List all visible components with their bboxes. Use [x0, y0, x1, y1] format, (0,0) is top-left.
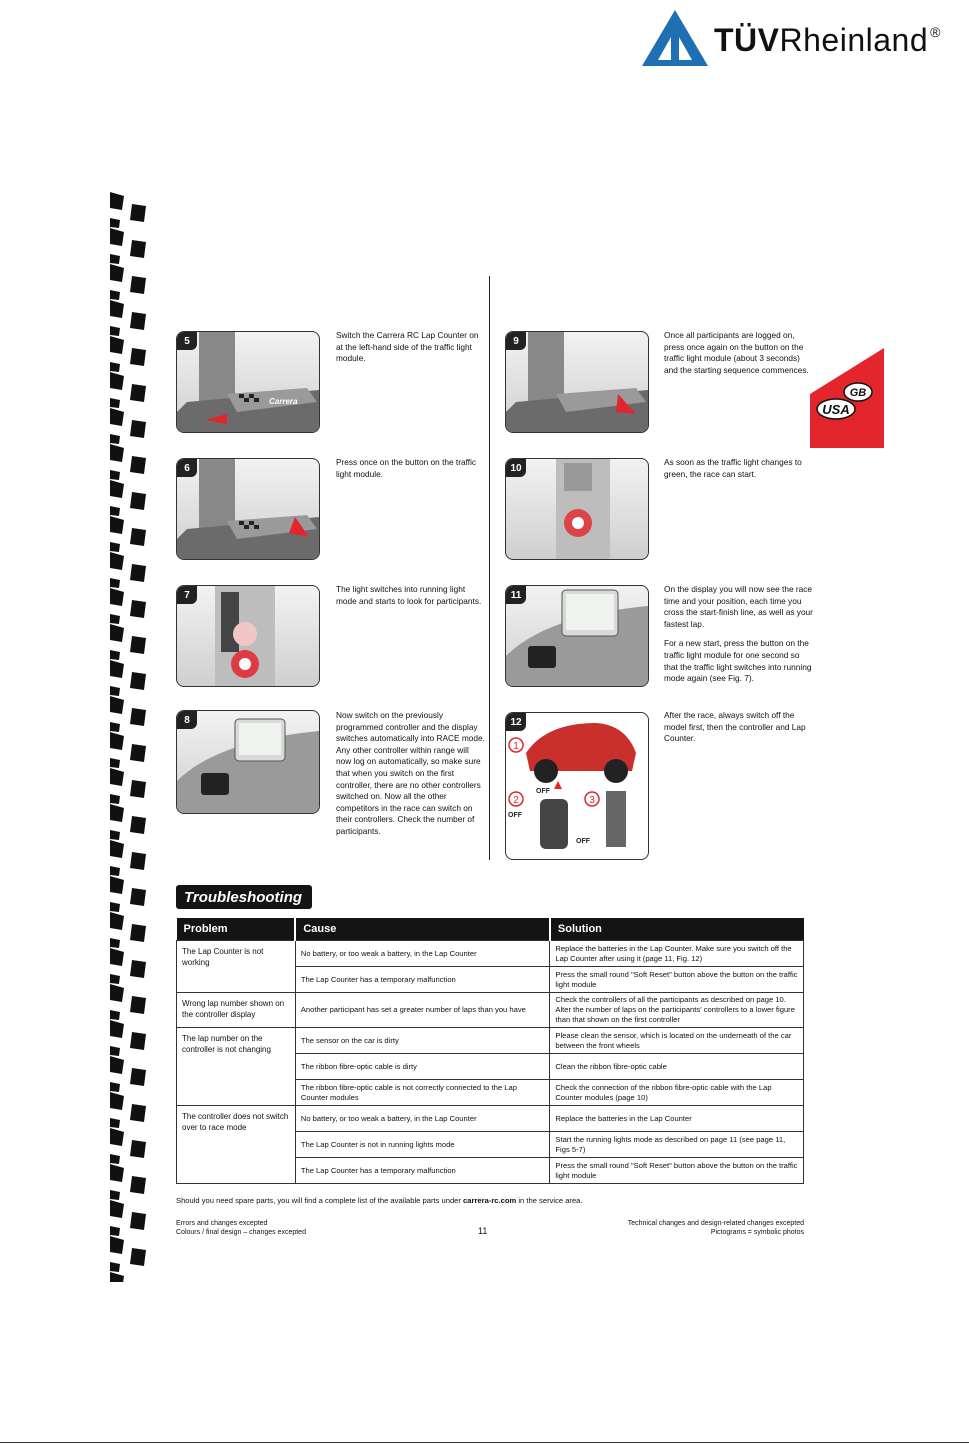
solution-cell: Press the small round "Soft Reset" button above the button on the traffic light module	[550, 1158, 804, 1184]
step-5-image	[176, 331, 320, 433]
step-number: 5	[177, 332, 197, 350]
cause-cell: The Lap Counter has a temporary malfunction	[295, 967, 550, 993]
solution-cell: Check the connection of the ribbon fibre-optic cable with the Lap Counter modules (page 10)	[550, 1080, 804, 1106]
footer-right: Technical changes and design-related changes excepted Pictograms = symbolic photos	[627, 1220, 804, 1236]
solution-cell: Please clean the sensor, which is located on the underneath of the car between the front wheels	[550, 1028, 804, 1054]
step-number: 12	[506, 713, 526, 731]
solution-cell: Check the controllers of all the participants as described on page 10. Alter the number of laps on the participants' controllers to a lower figure than that shown on the first controller	[550, 993, 804, 1028]
step-6-image	[176, 458, 320, 560]
fig12-label-3: 3	[589, 795, 595, 806]
fig12-label-1: 1	[513, 741, 519, 752]
bottom-rule	[0, 1442, 969, 1443]
cause-cell: No battery, or too weak a battery, in the Lap Counter	[295, 941, 550, 967]
cause-cell: The ribbon fibre-optic cable is not correctly connected to the Lap Counter modules	[295, 1080, 550, 1106]
problem-cell: The lap number on the controller is not changing	[177, 1028, 296, 1106]
footer-left: Errors and changes excepted Colours / final design – changes excepted	[176, 1220, 306, 1236]
fig12-label-2: 2	[513, 795, 519, 806]
fig12-off-1: OFF	[536, 788, 550, 795]
table-row	[177, 993, 804, 1028]
step-7-image	[176, 585, 320, 687]
solution-cell: Replace the batteries in the Lap Counter. Make sure you switch off the Lap Counter after using it (page 11, Fig. 12)	[550, 941, 804, 967]
svg-text:Carrera: Carrera	[269, 397, 298, 406]
troubleshooting-table	[176, 918, 804, 1184]
cause-cell: The ribbon fibre-optic cable is dirty	[295, 1054, 550, 1080]
tuv-triangle-icon	[640, 8, 710, 68]
fig12-off-2: OFF	[508, 812, 522, 819]
page-number: 11	[478, 1226, 488, 1236]
step-8-text: Now switch on the previously programmed controller and the display switches automatically into RACE mode. Any other controller within range will now log on automatically, so make sure that when you switch on the first controller, there are no other controllers switched on. Now all the other competitors in the race can switch on their controllers. Check the number of participants.	[336, 710, 485, 836]
tuv-logo	[640, 8, 960, 68]
step-number: 9	[506, 332, 526, 350]
step-number: 7	[177, 586, 197, 604]
step-11-image	[505, 585, 649, 687]
column-divider	[489, 276, 490, 860]
col-header-cause: Cause	[295, 918, 550, 941]
cause-cell: Another participant has set a greater number of laps than you have	[295, 993, 550, 1028]
badge-gb: GB	[849, 387, 867, 399]
cause-cell: No battery, or too weak a battery, in the Lap Counter	[295, 1106, 550, 1132]
step-6-text: Press once on the button on the traffic light module.	[336, 457, 477, 479]
fig12-off-3: OFF	[576, 838, 590, 845]
step-11-text: On the display you will now see the race time and your position, each time you cross the start-finish line, as well as your fastest lap. For a new start, press the button on the traffic light module for one second so that the traffic light switches into running mode again (see Fig. 7).	[664, 584, 813, 684]
solution-cell: Press the small round "Soft Reset" button above the button on the traffic light module	[550, 967, 804, 993]
step-number: 8	[177, 711, 197, 729]
step-5-text: Switch the Carrera RC Lap Counter on at the left-hand side of the traffic light module.	[336, 330, 479, 364]
solution-cell: Start the running lights mode as described on page 11 (see page 11, Figs 5-7)	[550, 1132, 804, 1158]
service-link[interactable]: carrera-rc.com	[463, 1196, 517, 1205]
logo-text: TÜVRheinland ®	[714, 22, 941, 58]
step-9-image	[505, 331, 649, 433]
step-8-image	[176, 710, 320, 814]
step-number: 10	[506, 459, 526, 477]
badge-usa: USA	[822, 402, 850, 417]
troubleshooting-title: Troubleshooting	[176, 885, 312, 909]
table-row	[177, 941, 804, 967]
table-row	[177, 1106, 804, 1132]
problem-cell: The controller does not switch over to race mode	[177, 1106, 296, 1184]
step-10-image	[505, 458, 649, 560]
cause-cell: The Lap Counter has a temporary malfunction	[295, 1158, 550, 1184]
cause-cell: The sensor on the car is dirty	[295, 1028, 550, 1054]
step-number: 6	[177, 459, 197, 477]
checkered-border	[110, 192, 148, 1282]
problem-cell: The Lap Counter is not working	[177, 941, 296, 993]
spare-parts-note: Should you need spare parts, you will find a complete list of the available parts under carrera-rc.com in the service area.	[176, 1196, 583, 1205]
step-10-text: As soon as the traffic light changes to green, the race can start.	[664, 457, 802, 479]
step-12-text: After the race, always switch off the model first, then the controller and Lap Counter.	[664, 710, 806, 744]
problem-cell: Wrong lap number shown on the controller display	[177, 993, 296, 1028]
region-badge	[810, 348, 884, 448]
solution-cell: Clean the ribbon fibre-optic cable	[550, 1054, 804, 1080]
table-row	[177, 1028, 804, 1054]
step-9-text: Once all participants are logged on, press once again on the button on the traffic light module (about 3 seconds) and the starting sequence commences.	[664, 330, 809, 375]
col-header-solution: Solution	[550, 918, 804, 941]
step-7-text: The light switches into running light mode and starts to look for participants.	[336, 584, 482, 606]
solution-cell: Replace the batteries in the Lap Counter	[550, 1106, 804, 1132]
step-12-image	[505, 712, 649, 860]
cause-cell: The Lap Counter is not in running lights mode	[295, 1132, 550, 1158]
col-header-problem: Problem	[177, 918, 296, 941]
step-number: 11	[506, 586, 526, 604]
